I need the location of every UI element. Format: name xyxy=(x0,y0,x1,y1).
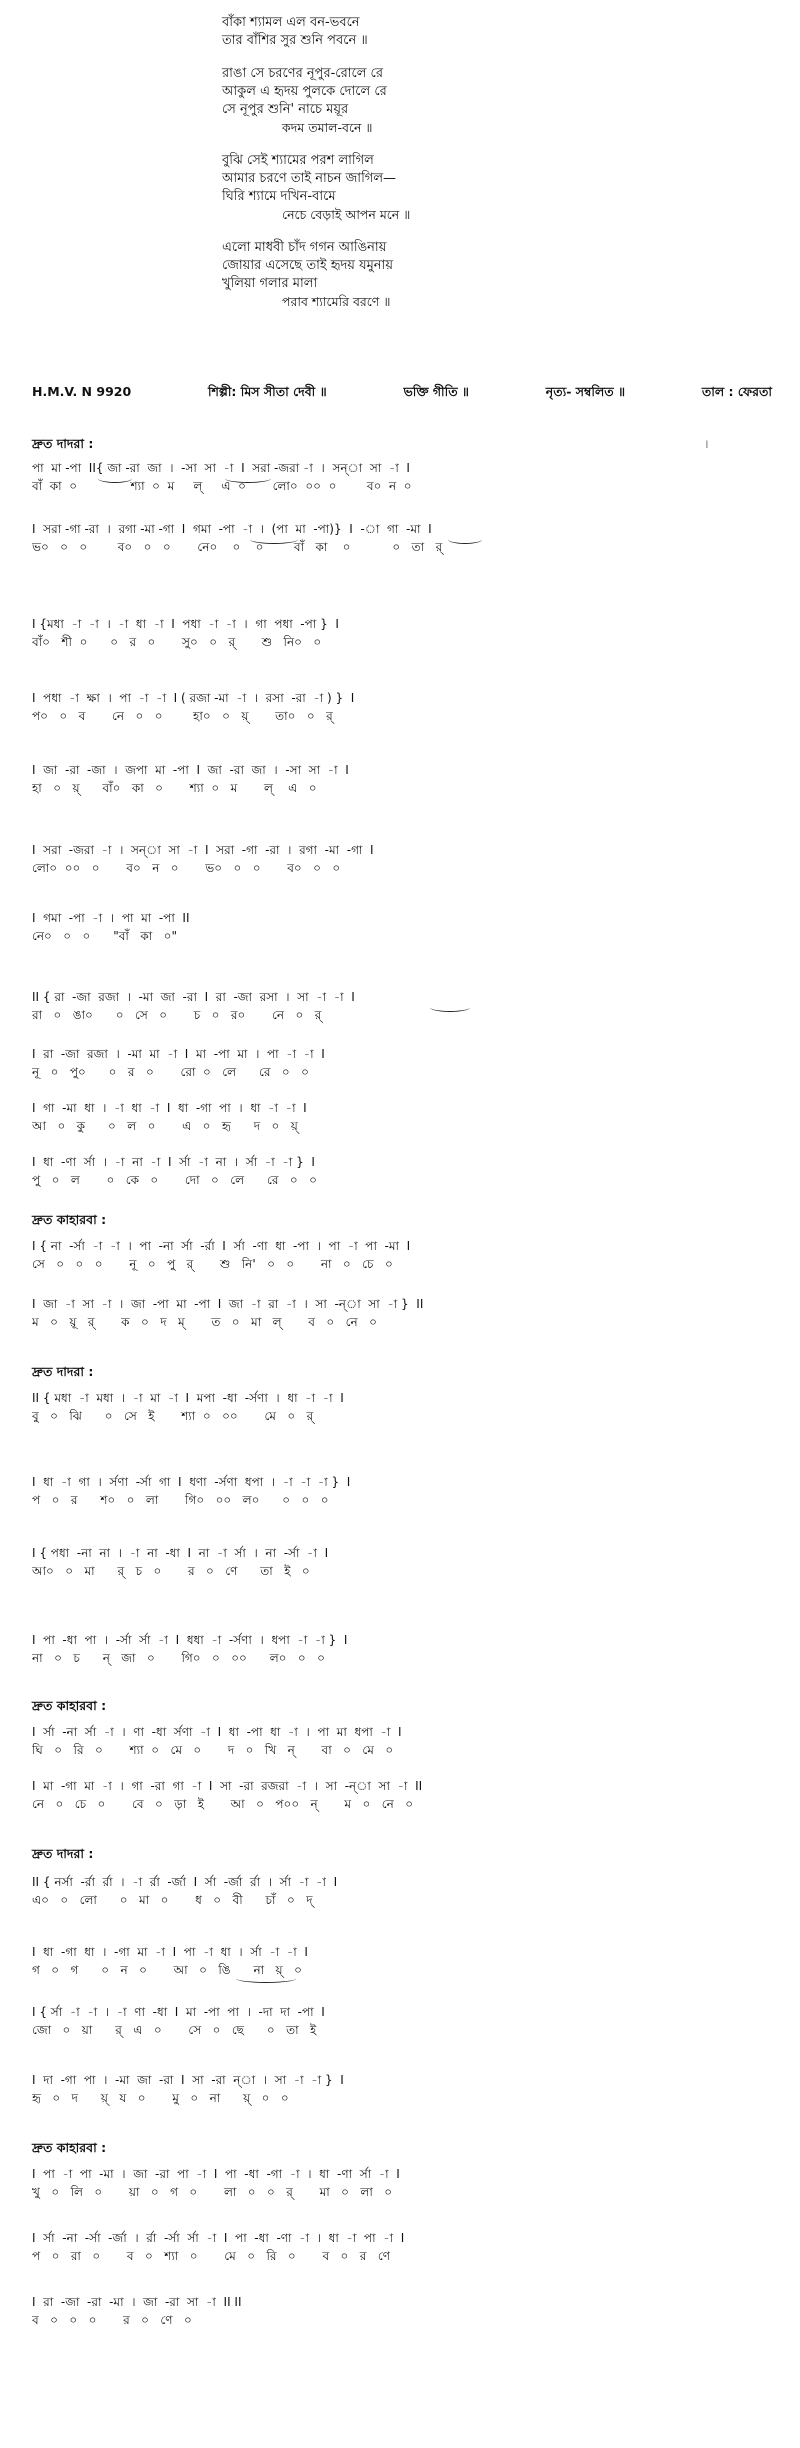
poem-line: কদম তমাল-বনে ॥ xyxy=(282,120,373,135)
poem-stanza xyxy=(222,239,410,311)
meend-slur xyxy=(236,1974,296,1983)
lyric-line: নে০ ০ ০ "বাঁ কা ০" xyxy=(32,929,177,943)
lyric-line: না ০ চ ন্ জা ০ গি০ ০ ০০ ল০ ০ ০ xyxy=(32,1651,325,1665)
swara-line: I গা -মা ধা । -া ধা -া I ধা -গা পা । ধা -া -া I xyxy=(32,1101,307,1115)
swara-line: I ধা -া গা । র্সণা -র্সা গা I ধণা -র্সণা ধপা । -া -া -া } I xyxy=(32,1475,351,1489)
swara-line: I রা -জা রজা । -মা মা -া I মা -পা মা । পা -া -া I xyxy=(32,1047,325,1061)
notation-row xyxy=(32,1100,776,1134)
poem-stanza xyxy=(222,65,410,137)
notation-row xyxy=(32,842,776,876)
notation-row xyxy=(32,2072,776,2106)
notation-row xyxy=(32,1874,776,1908)
meend-slur xyxy=(250,535,298,544)
poem-line: নেচে বেড়াই আপন মনে ॥ xyxy=(282,207,411,222)
record-meta xyxy=(32,384,772,404)
section-title: দ্রুত দাদরা : xyxy=(32,1364,94,1379)
swara-line: I ধা -ণা র্সা । -া না -া I র্সা -া না । র্সা -া -া } I xyxy=(32,1155,315,1169)
margin-mark: ৷ xyxy=(706,437,708,451)
lyric-line: জো ০ য়া র্ এ ০ সে ০ ছে ০ তা ই xyxy=(32,2023,317,2037)
lyric-line: খু ০ লি ০ য়া ০ গ ০ লা ০ ০ র্ মা ০ লা ০ xyxy=(32,2185,393,2199)
swara-line: I { পধা -না না । -া না -ধা I না -া র্সা । না -র্সা -া I xyxy=(32,1546,329,1560)
lyric-line: গ ০ গ ০ ন ০ আ ০ ঙি না য়্ ০ xyxy=(32,1963,302,1977)
swara-line: পা মা -পা II{ জা -রা জা । -সা সা -া I সরা -জরা -া । সন্‌া সা -া I xyxy=(32,461,410,475)
lyric-line: বাঁ কা ০ শ্যা ০ ম ল্ এ ০ লো০ ০০ ০ ব০ ন ০ xyxy=(32,479,412,493)
genre: ভক্তি গীতি ॥ xyxy=(403,384,469,399)
poem-line: রাঙা সে চরণের নূপুর-রোলে রে xyxy=(222,66,383,81)
notation-row xyxy=(32,762,776,796)
swara-line: I { না -র্সা -া -া । পা -না র্সা -র্রা I র্সা -ণা ধা -পা । পা -া পা -মা I xyxy=(32,1239,411,1253)
notation-row xyxy=(32,1390,776,1424)
lyric-line: ব ০ ০ ০ র ০ ণে ০ xyxy=(32,2313,192,2327)
lyric-line: নূ ০ পু০ ০ র ০ রো ০ লে রে ০ ০ xyxy=(32,1065,309,1079)
lyric-line: ঘি ০ রি ০ শ্যা ০ মে ০ দ ০ খি ন্ বা ০ মে ০ xyxy=(32,1743,394,1757)
section-title: দ্রুত দাদরা : xyxy=(32,436,94,451)
poem-line: বুঝি সেই শ্যামের পরশ লাগিল xyxy=(222,153,374,168)
swara-line: I { র্সা -া -া । -া ণা -ধা I মা -পা পা । -দা দা -পা I xyxy=(32,2005,325,2019)
tala: তাল : ফেরতা xyxy=(701,384,772,399)
notation-row xyxy=(32,910,776,944)
notation-row xyxy=(32,1238,776,1272)
lyric-line: আ ০ কু ০ ল ০ এ ০ হৃ দ ০ য়্ xyxy=(32,1119,298,1133)
swara-line: I গমা -পা -া । পা মা -পা II xyxy=(32,911,190,925)
swara-line: I সরা -জরা -া । সন্‌া সা -া I সরা -গা -রা । রগা -মা -গা I xyxy=(32,843,374,857)
lyric-line: ভ০ ০ ০ ব০ ০ ০ নে০ ০ ০ বাঁ কা ০ ০ তা র্ xyxy=(32,540,443,554)
section-title: দ্রুত কাহারবা : xyxy=(32,2140,107,2155)
notation-row xyxy=(32,1296,776,1330)
lyric-line: হৃ ০ দ য়্ য ০ মু ০ না য়্ ০ ০ xyxy=(32,2091,289,2105)
swara-line: I র্সা -না -র্সা -র্জা । র্রা -র্সা র্সা -া I পা -ধা -ণা -া । ধা -া পা -া I xyxy=(32,2231,405,2245)
section-title: দ্রুত কাহারবা : xyxy=(32,1212,107,1227)
swara-line: I পা -া পা -মা । জা -রা পা -া I পা -ধা -গা -া । ধা -ণা র্সা -া I xyxy=(32,2167,400,2181)
notation-row xyxy=(32,616,776,650)
meend-slur xyxy=(98,474,132,483)
notation-row xyxy=(32,1154,776,1188)
swara-line: I সরা -গা -রা । রগা -মা -গা I গমা -পা -া । (পা মা -পা)} I -া গা -মা I xyxy=(32,522,432,536)
notation-row xyxy=(32,989,776,1023)
meend-slur xyxy=(448,535,482,544)
lyric-line: ম ০ য়ূ র্ ক ০ দ ম্ ত ০ মা ল্ ব ০ নে ০ xyxy=(32,1315,377,1329)
poem-line: জোয়ার এসেছে তাই হৃদয় যমুনায় xyxy=(222,258,393,273)
section-title: দ্রুত দাদরা : xyxy=(32,1846,94,1861)
notation-row xyxy=(32,1944,776,1978)
notation-row xyxy=(32,1724,776,1758)
dance-note: নৃত্য- সম্বলিত ॥ xyxy=(545,384,626,399)
poem-line: আকুল এ হৃদয় পুলকে দোলে রে xyxy=(222,84,387,99)
poem-stanza xyxy=(222,14,410,50)
notation-row xyxy=(32,1545,776,1579)
poem-line: ঘিরি শ্যামে দখিন-বামে xyxy=(222,189,336,204)
section-title: দ্রুত কাহারবা : xyxy=(32,1698,107,1713)
notation-row xyxy=(32,1046,776,1080)
lyric-line: এ০ ০ লো ০ মা ০ ধ ০ বী চাঁ ০ দ্ xyxy=(32,1893,313,1907)
poem-line: বাঁকা শ্যামল এল বন-ভবনে xyxy=(222,15,360,30)
lyric-line: বাঁ০ শী ০ ০ র ০ সু০ ০ র্ শু নি০ ০ xyxy=(32,635,322,649)
lyric-line: নে ০ চে ০ বে ০ ড়া ই আ ০ প০০ ন্ ম ০ নে ০ xyxy=(32,1797,414,1811)
swara-line: I মা -গা মা -া । গা -রা গা -া I সা -রা রজরা -া । সা -ন্‌া সা -া II xyxy=(32,1779,423,1793)
notation-row xyxy=(32,1632,776,1666)
swara-line: II { মধা -া মধা । -া মা -া I মপা -ধা -র্সণা । ধা -া -া I xyxy=(32,1391,344,1405)
swara-line: I র্সা -না র্সা -া । ণা -ধা র্সণা -া I ধা -পা ধা -া । পা মা ধপা -া I xyxy=(32,1725,402,1739)
poem-line: আমার চরণে তাই নাচন জাগিল— xyxy=(222,171,397,186)
meend-slur xyxy=(430,1003,470,1012)
notation-row xyxy=(32,690,776,724)
swara-line: I জা -া সা -া । জা -পা মা -পা I জা -া রা -া । সা -ন্‌া সা -া } II xyxy=(32,1297,424,1311)
notation-row xyxy=(32,2230,776,2264)
lyric-line: সে ০ ০ ০ নূ ০ পু র্ শু নি' ০ ০ না ০ চে ০ xyxy=(32,1257,393,1271)
swara-line: I জা -রা -জা । জপা মা -পা I জা -রা জা । -সা সা -া I xyxy=(32,763,349,777)
swara-line: I ধা -গা ধা । -গা মা -া I পা -া ধা । র্সা -া -া I xyxy=(32,1945,308,1959)
lyric-line: বু ০ ঝি ০ সে ই শ্যা ০ ০০ মে ০ র্ xyxy=(32,1409,314,1423)
swara-line: II { নর্সা -র্রা র্রা । -া র্রা -র্জা I র্সা -র্জা র্রা । র্সা -া -া I xyxy=(32,1875,338,1889)
lyric-line: লো০ ০০ ০ ব০ ন ০ ভ০ ০ ০ ব০ ০ ০ xyxy=(32,861,341,875)
lyric-line: আ০ ০ মা র্ চ ০ র ০ ণে তা ই ০ xyxy=(32,1564,310,1578)
swara-line: I দা -গা পা । -মা জা -রা I সা -রা ন্‌া । সা -া -া } I xyxy=(32,2073,344,2087)
lyric-line: রা ০ ঙা০ ০ সে ০ চ ০ র০ নে ০ র্ xyxy=(32,1008,322,1022)
swara-line: I রা -জা -রা -মা । জা -রা সা -া II II xyxy=(32,2295,242,2309)
lyric-line: প ০ রা ০ ব ০ শ্যা ০ মে ০ রি ০ ব ০ র ণে xyxy=(32,2249,390,2263)
poem-line: সে নূপুর শুনি' নাচে ময়ূর xyxy=(222,102,349,117)
poem-line: পরাব শ্যামেরি বরণে ॥ xyxy=(282,294,391,309)
record-number: H.M.V. N 9920 xyxy=(32,384,132,399)
lyric-line: প০ ০ ব নে ০ ০ হা০ ০ য়্ তা০ ০ র্ xyxy=(32,709,333,723)
poem xyxy=(222,14,410,326)
lyric-line: পু ০ ল ০ কে ০ দো ০ লে রে ০ ০ xyxy=(32,1173,317,1187)
notation-row xyxy=(32,1778,776,1812)
poem-line: খুলিয়া গলার মালা xyxy=(222,276,318,291)
notation-row xyxy=(32,521,776,555)
swara-line: I পা -ধা পা । -র্সা র্সা -া I ধধা -া -র্সণা । ধপা -া -া } I xyxy=(32,1633,348,1647)
poem-line: এলো মাধবী চাঁদ গগন আঙিনায় xyxy=(222,240,387,255)
notation-row xyxy=(32,460,776,494)
swara-line: II { রা -জা রজা । -মা জা -রা I রা -জা রসা । সা -া -া I xyxy=(32,990,355,1004)
notation-row xyxy=(32,1474,776,1508)
lyric-line: হা ০ য়্ বাঁ০ কা ০ শ্যা ০ ম ল্ এ ০ xyxy=(32,781,317,795)
artist: শিল্পী: মিস সীতা দেবী ॥ xyxy=(207,384,327,399)
notation-row xyxy=(32,2166,776,2200)
notation-row xyxy=(32,2294,776,2328)
poem-stanza xyxy=(222,152,410,224)
swara-line: I {মধা -া -া । -া ধা -া I পধা -া -া । গা পধা -পা } I xyxy=(32,617,339,631)
poem-line: তার বাঁশির সুর শুনি পবনে ॥ xyxy=(222,33,368,48)
notation-row xyxy=(32,2004,776,2038)
lyric-line: প ০ র শ০ ০ লা গি০ ০০ ল০ ০ ০ ০ xyxy=(32,1493,329,1507)
swara-line: I পধা -া ক্ষা । পা -া -া I ( রজা -মা -া । রসা -রা -া ) } I xyxy=(32,691,355,705)
meend-slur xyxy=(225,474,271,483)
